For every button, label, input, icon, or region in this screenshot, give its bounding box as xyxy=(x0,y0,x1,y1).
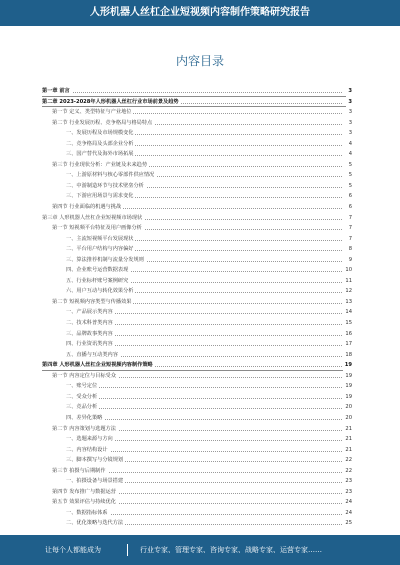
toc-entry[interactable] xyxy=(42,255,352,266)
toc-entry-label: 第二节 内容策划与选题方法 xyxy=(52,425,116,432)
toc-entry[interactable] xyxy=(42,160,352,171)
toc-entry[interactable] xyxy=(42,223,352,234)
toc-entry[interactable] xyxy=(42,181,352,192)
toc-entry-label: 五、行业标杆账号案例研究 xyxy=(66,277,129,284)
toc-entry-page: 8 xyxy=(347,244,352,255)
toc-entry-label: 三、竞品分析 xyxy=(66,404,98,411)
toc-entry[interactable] xyxy=(42,265,352,276)
toc-entry-label: 第一节 内容定位与目标受众 xyxy=(52,372,116,379)
toc-entry[interactable] xyxy=(42,466,352,477)
toc-entry-page: 3 xyxy=(347,128,352,139)
toc-entry-label: 一、数据指标体系 xyxy=(66,509,108,516)
toc-entry-label: 五、直播与互动类内容 xyxy=(66,351,118,358)
toc-entry-page: 18 xyxy=(343,350,352,361)
toc-entry-label: 第三章 人形机器人丝杠企业短视频市场现状 xyxy=(42,214,143,221)
toc-entry-page: 3 xyxy=(347,118,352,129)
toc-entry-label: 第二节 行业发展历程、竞争格局与格局特点 xyxy=(52,119,153,126)
toc-entry[interactable] xyxy=(42,455,352,466)
toc-entry-page: 7 xyxy=(347,234,352,245)
toc-leader-dots xyxy=(66,419,342,420)
toc-entry-page: 3 xyxy=(346,86,352,97)
toc-entry[interactable] xyxy=(42,497,352,508)
toc-entry-page: 21 xyxy=(343,445,352,456)
toc-entry[interactable] xyxy=(42,434,352,445)
toc-entry-label: 一、拍摄设备与场景搭建 xyxy=(66,478,124,485)
toc-entry-label: 第三节 行业现状分析：产业链及未来趋势 xyxy=(52,161,148,168)
toc-entry-label: 三、脚本撰写与分镜规划 xyxy=(66,457,124,464)
toc-entry[interactable] xyxy=(42,339,352,350)
toc-entry[interactable] xyxy=(42,170,352,181)
toc-leader-dots xyxy=(42,92,342,93)
toc-entry-page: 19 xyxy=(343,381,352,392)
toc-entry-label: 二、中游制造环节与技术壁垒分析 xyxy=(66,182,144,189)
toc-entry[interactable] xyxy=(42,107,352,118)
toc-entry[interactable] xyxy=(42,476,352,487)
toc-entry-label: 三、下游应用场景与需求变化 xyxy=(66,193,134,200)
toc-entry-page: 7 xyxy=(347,213,352,224)
toc-entry-label: 四、企业账号运营数据表现 xyxy=(66,267,129,274)
toc-entry[interactable] xyxy=(42,297,352,308)
toc-entry-label: 二、优化策略与迭代方法 xyxy=(66,520,124,527)
toc-entry-label: 第一章 前言 xyxy=(42,88,70,94)
toc-entry[interactable] xyxy=(42,350,352,361)
toc-entry[interactable] xyxy=(42,234,352,245)
report-header xyxy=(0,0,400,26)
toc-entry-page: 15 xyxy=(343,318,352,329)
toc-entry[interactable] xyxy=(42,445,352,456)
toc-entry-label: 第五节 效果评估与持续优化 xyxy=(52,499,116,506)
toc-entry-page: 11 xyxy=(343,276,352,287)
toc-entry[interactable] xyxy=(42,381,352,392)
toc-entry-page: 12 xyxy=(343,286,352,297)
toc-entry-label: 三、算法推荐机制与流量分发规则 xyxy=(66,256,144,263)
toc-entry-page: 23 xyxy=(343,487,352,498)
toc-entry-label: 二、内容结构设计 xyxy=(66,446,108,453)
toc-leader-dots xyxy=(66,408,342,409)
footer-slogan-right: 行业专家、管理专家、咨询专家、战略专家、运营专家…… xyxy=(140,546,322,554)
toc-entry[interactable] xyxy=(42,508,352,519)
toc-entry-label: 第四节 行业面临的机遇与挑战 xyxy=(52,204,122,211)
toc-entry-label: 一、账号定位 xyxy=(66,383,98,390)
toc-entry-page: 6 xyxy=(347,191,352,202)
toc-entry-label: 一、上游原材料与核心零部件供应情况 xyxy=(66,172,155,179)
toc-entry[interactable] xyxy=(42,191,352,202)
toc-entry[interactable] xyxy=(42,413,352,424)
toc-entry-label: 二、技术科普类内容 xyxy=(66,320,113,327)
toc-entry-page: 5 xyxy=(347,170,352,181)
toc-entry-page: 21 xyxy=(343,434,352,445)
toc-entry-page: 5 xyxy=(347,181,352,192)
toc-entry[interactable] xyxy=(42,424,352,435)
toc-entry-page: 3 xyxy=(347,107,352,118)
report-title: 人形机器人丝杠企业短视频内容制作策略研究报告 xyxy=(90,7,310,18)
toc-entry-page: 19 xyxy=(343,392,352,403)
toc-entry-page: 4 xyxy=(347,149,352,160)
toc-entry-page: 19 xyxy=(343,371,352,382)
toc-entry-page: 17 xyxy=(343,339,352,350)
toc-entry-label: 第二节 短视频内容类型与传播效果 xyxy=(52,298,132,305)
toc-entry[interactable] xyxy=(42,149,352,160)
toc-entry-label: 第三节 拍摄与后期制作 xyxy=(52,467,106,474)
toc-entry[interactable] xyxy=(42,244,352,255)
toc-entry-label: 第一节 短视频平台特征及用户画像分析 xyxy=(52,225,142,232)
toc-entry-label: 第二章 2023-2028年人形机器人丝杠行业市场前景及趋势 xyxy=(42,98,179,105)
toc-entry[interactable] xyxy=(42,213,352,224)
toc-entry-page: 22 xyxy=(343,455,352,466)
toc-entry-page: 6 xyxy=(347,202,352,213)
toc-entry-page: 13 xyxy=(343,297,352,308)
toc-leader-dots xyxy=(66,398,342,399)
toc-entry-page: 4 xyxy=(347,139,352,150)
toc-entry[interactable] xyxy=(42,360,352,371)
toc-entry[interactable] xyxy=(42,402,352,413)
toc-entry-label: 二、平台用户结构与内容偏好 xyxy=(66,246,134,253)
toc-entry-page: 24 xyxy=(343,497,352,508)
toc-entry-label: 四、行业资讯类内容 xyxy=(66,341,113,348)
toc-entry-page: 20 xyxy=(343,402,352,413)
toc-entry-label: 一、主流短视频平台发展现状 xyxy=(66,235,134,242)
report-footer xyxy=(0,535,400,565)
toc-entry-page: 20 xyxy=(343,413,352,424)
toc-entry[interactable] xyxy=(42,139,352,150)
toc-entry[interactable] xyxy=(42,97,352,108)
toc-entry[interactable] xyxy=(42,371,352,382)
toc-entry[interactable] xyxy=(42,118,352,129)
footer-slogan-left: 让每个人都能成为 xyxy=(45,546,101,554)
toc-entry-label: 第四章 人形机器人丝杠企业短视频内容制作策略 xyxy=(42,362,153,369)
table-of-contents xyxy=(42,86,352,529)
toc-entry-label: 二、受众分析 xyxy=(66,393,98,400)
toc-entry-page: 10 xyxy=(343,265,352,276)
toc-entry-label: 二、竞争格局及头部企业分析 xyxy=(66,140,134,147)
toc-entry-label: 一、产品展示类内容 xyxy=(66,309,113,316)
toc-entry-page: 22 xyxy=(343,466,352,477)
toc-title: 内容目录 xyxy=(175,54,224,68)
toc-entry[interactable] xyxy=(42,318,352,329)
toc-entry-page: 24 xyxy=(343,508,352,519)
toc-entry-page: 19 xyxy=(343,360,352,371)
toc-entry[interactable] xyxy=(42,329,352,340)
toc-entry-page: 7 xyxy=(347,223,352,234)
toc-entry-page: 23 xyxy=(343,476,352,487)
toc-entry[interactable] xyxy=(42,86,352,97)
toc-entry[interactable] xyxy=(42,518,352,529)
toc-entry-label: 三、国产替代及海外市场拓展 xyxy=(66,151,134,158)
toc-entry-page: 25 xyxy=(343,518,352,529)
toc-entry[interactable] xyxy=(42,487,352,498)
toc-entry-label: 一、选题来源与方向 xyxy=(66,436,113,443)
toc-entry-label: 一、发展历程及市场规模变化 xyxy=(66,130,134,137)
footer-divider xyxy=(127,544,128,556)
toc-entry-page: 3 xyxy=(346,97,352,108)
toc-entry-label: 六、用户互动与转化效果分析 xyxy=(66,288,134,295)
toc-entry-page: 5 xyxy=(347,160,352,171)
toc-entry[interactable] xyxy=(42,202,352,213)
toc-entry-label: 四、差异化策略 xyxy=(66,414,103,421)
toc-entry-label: 三、品牌故事类内容 xyxy=(66,330,113,337)
toc-entry-page: 16 xyxy=(343,329,352,340)
toc-entry[interactable] xyxy=(42,276,352,287)
toc-entry-label: 第四节 发布推广与数据运营 xyxy=(52,488,116,495)
toc-entry-page: 21 xyxy=(343,424,352,435)
toc-entry-label: 第一节 定义、类型特征与产业地位 xyxy=(52,109,132,116)
toc-entry[interactable] xyxy=(42,128,352,139)
toc-leader-dots xyxy=(66,387,342,388)
toc-entry-page: 9 xyxy=(347,255,352,266)
toc-entry[interactable] xyxy=(42,392,352,403)
toc-entry[interactable] xyxy=(42,307,352,318)
toc-entry-page: 14 xyxy=(343,307,352,318)
toc-entry[interactable] xyxy=(42,286,352,297)
